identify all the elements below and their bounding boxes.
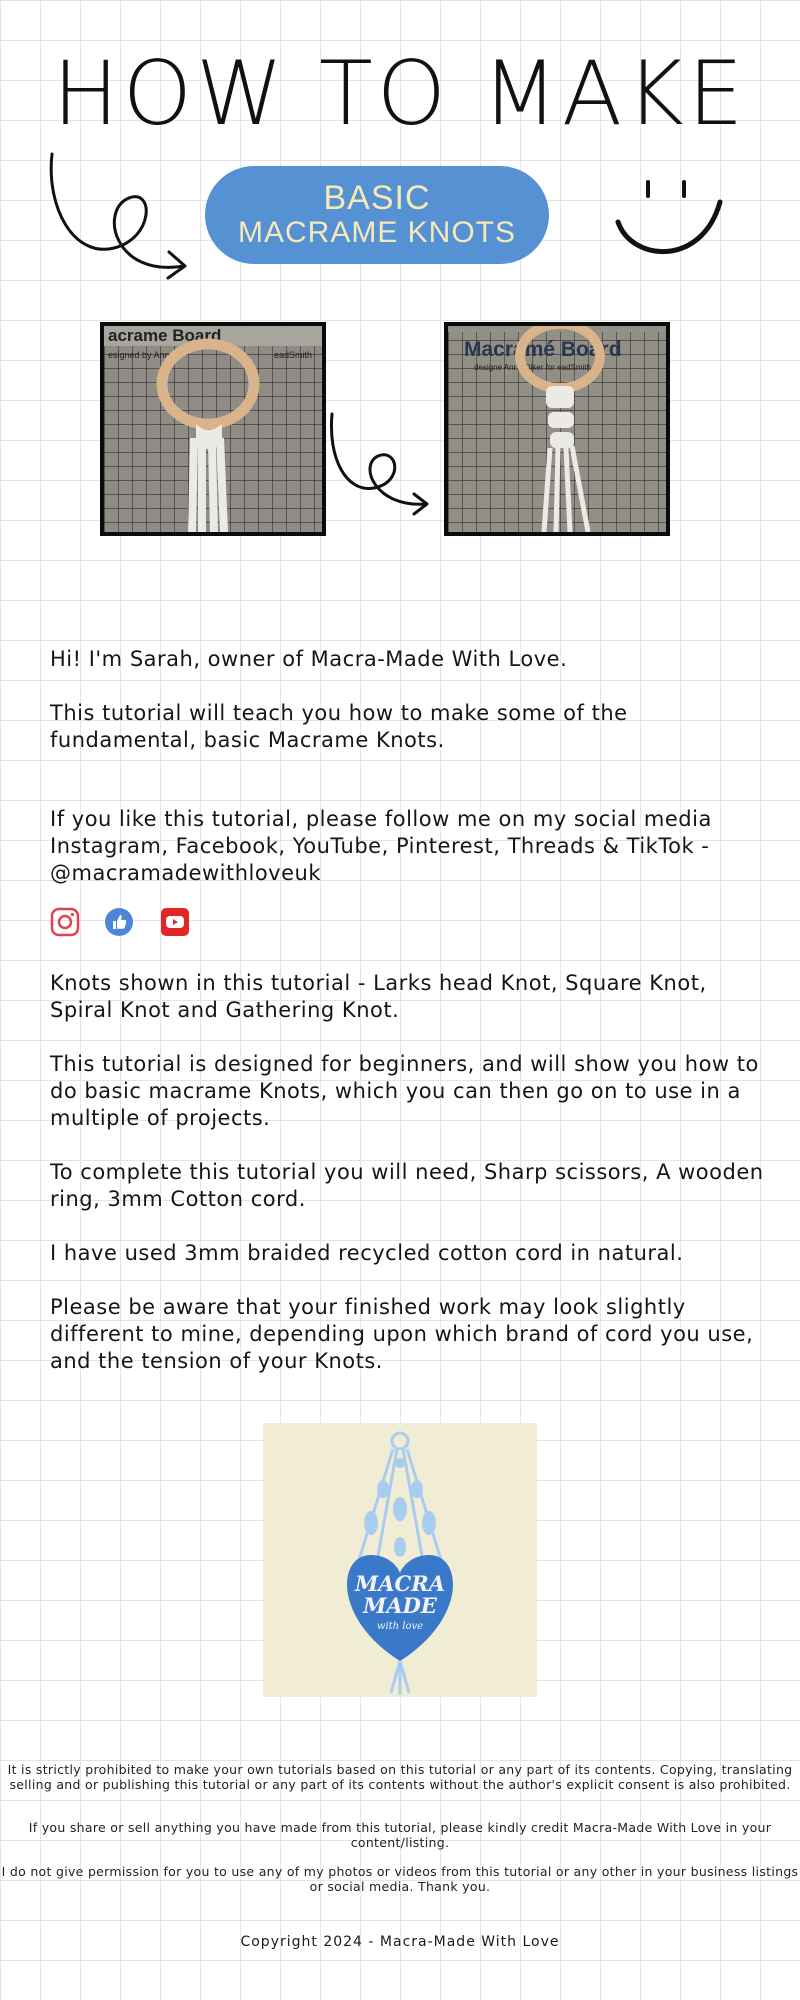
badge-line-2: MACRAME KNOTS <box>237 216 517 250</box>
larks-head-knot-photo <box>100 322 326 536</box>
youtube-icon[interactable] <box>160 907 190 937</box>
badge-line-1: BASIC <box>323 179 431 218</box>
logo-text-with-love: with love <box>376 1621 424 1632</box>
page-title: HOW TO MAKE <box>52 42 748 145</box>
legal-notice-photos: I do not give permission for you to use any of my photos or videos from this tutorial or any other in your business listings or social media. Thank you. <box>1 1864 799 1894</box>
intro-greeting: Hi! I'm Sarah, owner of Macra-Made With Love. <box>50 647 568 671</box>
legal-notice-copying: It is strictly prohibited to make your own tutorials based on this tutorial or any part of its contents. Copying, translating selling and or publishing this tutorial or any part of its contents without the author's explicit consent is also prohibited. <box>7 1762 793 1792</box>
curly-arrow-icon <box>326 408 436 518</box>
board-label-right: Macramé Board <box>464 338 622 361</box>
beginners-text: This tutorial is designed for beginners, and will show you how to do basic macrame Knots, which you can then go on to use in a multiple of projects. <box>50 1052 759 1130</box>
materials-text: To complete this tutorial you will need, Sharp scissors, A wooden ring, 3mm Cotton cord. <box>50 1160 764 1211</box>
smiley-face-icon <box>612 172 732 272</box>
social-follow-text: If you like this tutorial, please follow me on my social media Instagram, Facebook, YouTube, Pinterest, Threads & TikTok - @macramadewithloveuk <box>50 807 712 885</box>
facebook-like-icon[interactable] <box>104 907 134 937</box>
logo-text-macra: MACRA <box>355 1571 445 1596</box>
board-sub-right: designe Anne Diker for eadSmith <box>474 363 591 372</box>
square-knot-photo <box>444 322 670 536</box>
legal-notice-credit: If you share or sell anything you have made from this tutorial, please kindly credit Macra-Made With Love in your content/listing. <box>28 1820 772 1850</box>
logo-text-made: MADE <box>363 1593 437 1618</box>
curly-arrow-icon <box>44 148 194 288</box>
knots-shown-text: Knots shown in this tutorial - Larks head Knot, Square Knot, Spiral Knot and Gathering Knot. <box>50 971 707 1022</box>
board-label-left: acrame Board <box>108 326 222 345</box>
instagram-icon[interactable] <box>50 907 80 937</box>
disclaimer-text: Please be aware that your finished work may look slightly different to mine, depending upon which brand of cord you use, and the tension of your Knots. <box>50 1295 754 1373</box>
board-sub-left: esigned by Anne <box>108 350 175 360</box>
copyright-text: Copyright 2024 - Macra-Made With Love <box>240 1934 560 1950</box>
subtitle-badge <box>205 166 549 264</box>
intro-purpose: This tutorial will teach you how to make some of the fundamental, basic Macrame Knots. <box>50 701 628 752</box>
board-sub-left-2: eadSmith <box>274 350 313 360</box>
brand-logo <box>263 1423 537 1697</box>
cord-used-text: I have used 3mm braided recycled cotton cord in natural. <box>50 1241 684 1265</box>
